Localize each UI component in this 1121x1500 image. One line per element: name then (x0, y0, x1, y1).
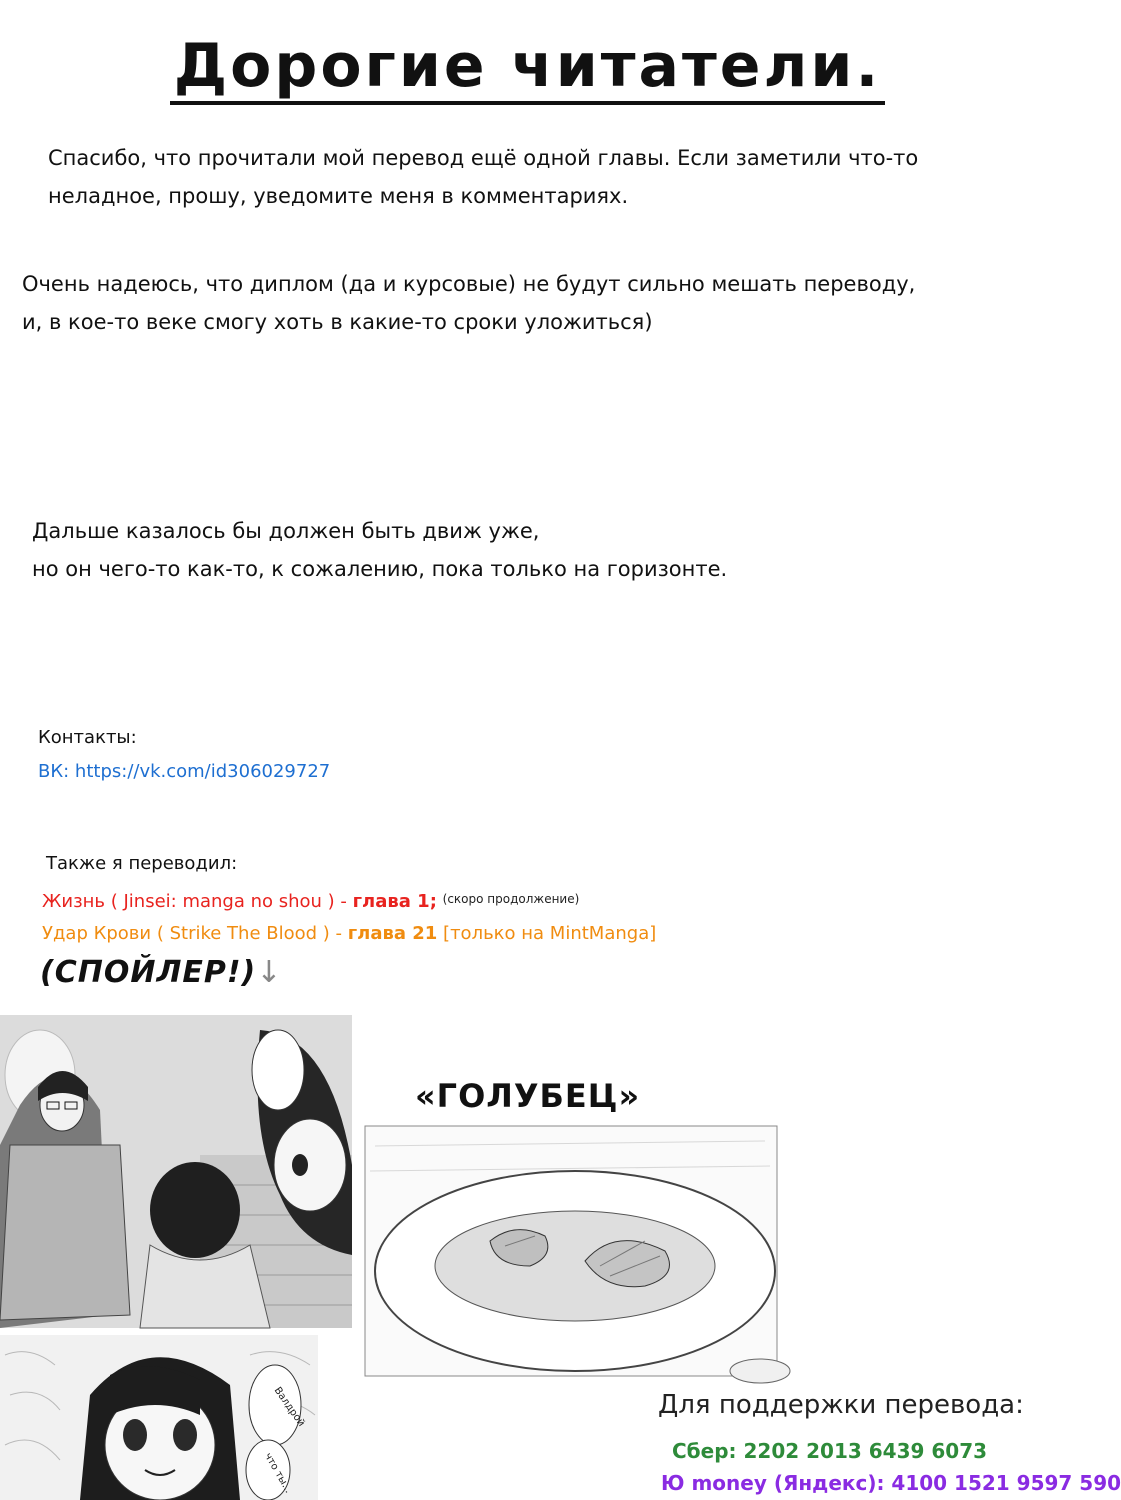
hope-paragraph (22, 265, 915, 341)
manga-bubble-2-text: что ты... (261, 1451, 294, 1496)
page-title (0, 28, 1055, 104)
contacts-block (38, 721, 330, 789)
next-line-1: Дальше казалось бы должен быть движ уже, (32, 519, 540, 543)
manga-panel-characters (0, 1015, 352, 1328)
ymoney-details[interactable]: Ю money (Яндекс): 4100 1521 9597 590 (661, 1471, 1121, 1495)
manga-panel-face (0, 1335, 318, 1500)
sber-details[interactable]: Сбер: 2202 2013 6439 6073 (672, 1439, 988, 1463)
thanks-line-1: Спасибо, что прочитали мой перевод ещё одной главы. Если заметили что-то (48, 146, 919, 170)
thanks-paragraph (48, 139, 918, 215)
also-item-1[interactable] (42, 882, 579, 919)
page-title-text: Дорогие читатели. (170, 31, 886, 105)
vk-link[interactable]: https://vk.com/id306029727 (74, 761, 331, 782)
also-label: Также я переводил: (46, 853, 238, 874)
manga-panel-plate (365, 1126, 777, 1376)
dish-label: «ГОЛУБЕЦ» (415, 1077, 641, 1115)
also-item-1-name: Жизнь ( Jinsei: manga no shou ) - (42, 891, 353, 912)
manga-characters-illustration (0, 1015, 352, 1328)
spoiler-label (40, 955, 282, 990)
also-item-2[interactable] (42, 917, 656, 951)
hope-line-1: Очень надеюсь, что диплом (да и курсовые) не будут сильно мешать переводу, (22, 272, 916, 296)
also-item-2-name: Удар Крови ( Strike The Blood ) - (42, 923, 348, 944)
spoiler-text: (СПОЙЛЕР!) (40, 955, 257, 990)
thanks-line-2: неладное, прошу, уведомите меня в комментариях. (48, 184, 629, 208)
hope-line-2: и, в кое-то веке смогу хоть в какие-то сроки уложиться) (22, 310, 653, 334)
plate-illustration (365, 1126, 777, 1376)
next-paragraph (32, 512, 727, 588)
also-item-2-note: [только на MintManga] (437, 923, 657, 944)
support-heading: Для поддержки перевода: (658, 1390, 1024, 1420)
arrow-down-icon: ↓ (256, 955, 283, 990)
contacts-label: Контакты: (38, 727, 137, 748)
also-item-1-note: (скоро продолжение) (442, 892, 580, 906)
also-item-1-chapter: глава 1; (352, 891, 437, 912)
vk-prefix: ВК: (38, 761, 75, 782)
next-line-2: но он чего-то как-то, к сожалению, пока только на горизонте. (32, 557, 728, 581)
manga-face-illustration (0, 1335, 318, 1500)
vk-contact (38, 755, 330, 789)
manga-bubble-1-text: Валдрой (271, 1385, 307, 1429)
also-item-2-chapter: глава 21 (347, 923, 438, 944)
